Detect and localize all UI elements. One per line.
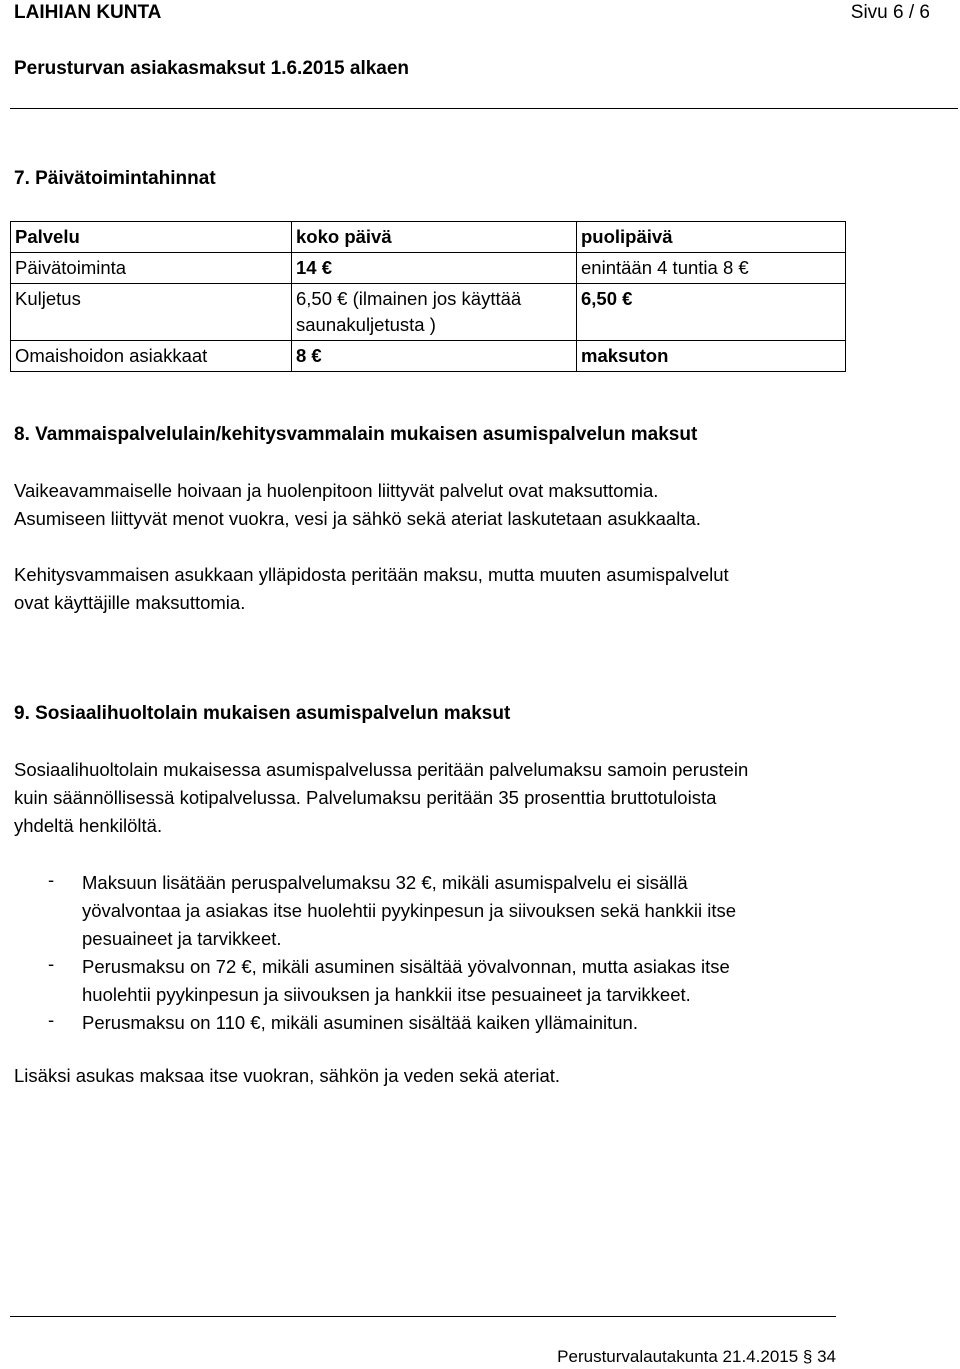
table-row [11,341,846,372]
table-row [11,284,846,341]
footer-reference: Perusturvalautakunta 21.4.2015 § 34 [557,1347,836,1366]
list-dash: - [48,869,55,890]
table-cell: Päivätoiminta [11,253,292,284]
organization-name: LAIHIAN KUNTA [14,2,162,23]
list-dash: - [48,1009,55,1030]
table-cell-line: saunakuljetusta ) [296,314,436,335]
section-7-title: 7. Päivätoimintahinnat [14,168,216,189]
list-item-line: Maksuun lisätään peruspalvelumaksu 32 €, mikäli asumispalvelu ei sisällä [82,872,688,893]
footer-divider [10,1316,836,1317]
list-item-line: huolehtii pyykinpesun ja siivouksen ja hankkii itse pesuaineet ja tarvikkeet. [82,984,691,1005]
page-number: Sivu 6 / 6 [850,2,930,23]
table-cell: enintään 4 tuntia 8 € [577,253,846,284]
list-item-line: pesuaineet ja tarvikkeet. [82,928,282,949]
list-item-text [82,869,736,953]
paragraph-line: kuin säännöllisessä kotipalvelussa. Palvelumaksu peritään 35 prosenttia bruttotuloista [14,787,717,808]
paragraph-line: yhdeltä henkilöltä. [14,815,163,836]
table-cell: 8 € [292,341,577,372]
table-header-row [11,222,846,253]
list-item-line: yövalvontaa ja asiakas itse huolehtii pyykinpesun ja siivouksen sekä hankkii itse [82,900,737,921]
table-header-cell: Palvelu [11,222,292,253]
table-cell: Omaishoidon asiakkaat [11,341,292,372]
day-activity-price-table [10,221,846,372]
table-header-cell: koko päivä [292,222,577,253]
paragraph-line: Asumiseen liittyvät menot vuokra, vesi ja sähkö sekä ateriat laskutetaan asukkaalta. [14,508,701,529]
section-9-title: 9. Sosiaalihuoltolain mukaisen asumispalvelun maksut [14,703,511,724]
closing-paragraph: Lisäksi asukas maksaa itse vuokran, sähkön ja veden sekä ateriat. [14,1065,561,1086]
list-dash: - [48,953,55,974]
document-subtitle: Perusturvan asiakasmaksut 1.6.2015 alkaen [14,58,410,79]
table-header-cell: puolipäivä [577,222,846,253]
table-cell: 6,50 € [577,284,846,341]
header-divider [10,108,958,109]
table-cell-line: 6,50 € (ilmainen jos käyttää [296,288,522,309]
paragraph-line: Vaikeavammaiselle hoivaan ja huolenpitoon liittyvät palvelut ovat maksuttomia. [14,480,659,501]
paragraph-line: Sosiaalihuoltolain mukaisessa asumispalvelussa peritään palvelumaksu samoin perustein [14,759,749,780]
section-8-title: 8. Vammaispalvelulain/kehitysvammalain mukaisen asumispalvelun maksut [14,424,698,445]
table-row [11,253,846,284]
table-cell: maksuton [577,341,846,372]
table-cell: Kuljetus [11,284,292,341]
table-cell: 14 € [292,253,577,284]
list-item-line: Perusmaksu on 110 €, mikäli asuminen sisältää kaiken yllämainitun. [82,1012,638,1033]
table-cell [292,284,577,341]
list-item-text [82,953,730,1009]
paragraph-line: ovat käyttäjille maksuttomia. [14,592,246,613]
list-item-text [82,1009,638,1037]
list-item-line: Perusmaksu on 72 €, mikäli asuminen sisältää yövalvonnan, mutta asiakas itse [82,956,730,977]
paragraph-line: Kehitysvammaisen asukkaan ylläpidosta peritään maksu, mutta muuten asumispalvelut [14,564,729,585]
